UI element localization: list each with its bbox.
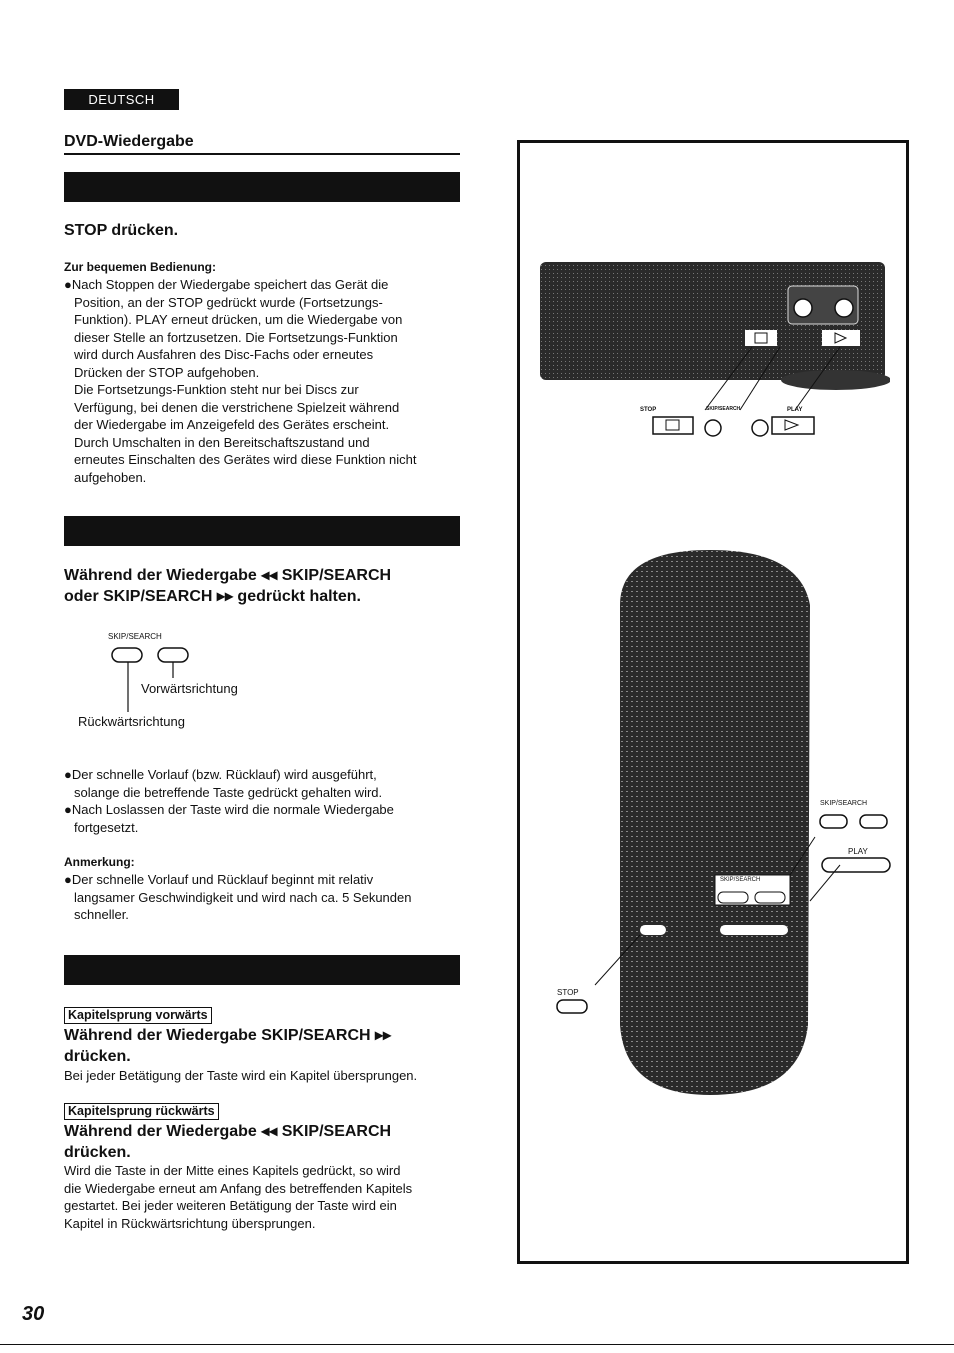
forward-box-label: Kapitelsprung vorwärts <box>64 1007 212 1024</box>
stop-line: Verfügung, bei denen die verstrichene Spielzeit während <box>74 399 400 415</box>
stop-line: Die Fortsetzungs-Funktion steht nur bei Discs zur <box>74 382 359 397</box>
forward-text: Bei jeder Betätigung der Taste wird ein Kapitel übersprungen. <box>64 1068 418 1083</box>
note-line: schneller. <box>74 907 129 922</box>
search-bullet-line: ●Nach Loslassen der Taste wird die normale Wiedergabe <box>64 802 394 817</box>
backward-heading <box>64 1121 391 1163</box>
language-tab: DEUTSCH <box>64 89 179 110</box>
skip-back-button-icon <box>112 648 142 662</box>
remote-body <box>620 550 810 1095</box>
bottom-rule <box>0 1344 954 1345</box>
note-text <box>64 871 464 924</box>
section-bar-skip <box>64 955 460 985</box>
title-divider <box>64 153 460 155</box>
remote-illustration <box>540 545 900 1105</box>
forward-label: Vorwärtsrichtung <box>141 681 238 696</box>
backward-heading-line: drücken. <box>64 1144 131 1161</box>
backward-line: Wird die Taste in der Mitte eines Kapitels gedrückt, so wird <box>64 1163 401 1178</box>
backward-box-wrap <box>64 1102 219 1120</box>
backward-heading-line: Während der Wiedergabe ◂◂ SKIP/SEARCH <box>64 1123 392 1140</box>
note-heading: Anmerkung: <box>64 855 135 869</box>
forward-heading-line: drücken. <box>64 1048 131 1065</box>
forward-heading <box>64 1025 391 1067</box>
stop-line: Position, an der STOP gedrückt wurde (Fortsetzungs- <box>74 294 383 310</box>
backward-label: Rückwärtsrichtung <box>78 714 185 729</box>
remote-play-label: PLAY <box>848 847 868 856</box>
unit-play-label: PLAY <box>787 407 803 413</box>
search-button-label: SKIP/SEARCH <box>108 632 162 641</box>
unit-play-icon <box>822 330 860 346</box>
remote-play-button-icon <box>720 925 788 935</box>
unit-stop-label: STOP <box>640 407 657 413</box>
forward-box-wrap <box>64 1006 212 1024</box>
forward-heading-line: Während der Wiedergabe SKIP/SEARCH ▸▸ <box>64 1027 392 1044</box>
page-number: 30 <box>22 1303 45 1325</box>
search-bullet-line: ●Der schnelle Vorlauf (bzw. Rücklauf) wird ausgeführt, <box>64 767 377 782</box>
search-heading-line: Während der Wiedergabe ◂◂ SKIP/SEARCH <box>64 567 392 584</box>
stop-line: Drücken der STOP aufgehoben. <box>74 364 260 380</box>
stop-line: erneutes Einschalten des Gerätes wird diese Funktion nicht <box>74 452 417 467</box>
remote-skip-inset-label: SKIP/SEARCH <box>720 877 761 883</box>
stop-subheading: Zur bequemen Bedienung: <box>64 260 217 274</box>
stop-heading: STOP drücken. <box>64 222 179 239</box>
stop-line: Funktion). PLAY erneut drücken, um die Wiedergabe von <box>74 312 403 327</box>
search-bullet-line: solange die betreffende Taste gedrückt gehalten wird. <box>74 784 383 800</box>
remote-stop-button-icon <box>640 925 666 935</box>
note-line: ●Der schnelle Vorlauf und Rücklauf beginnt mit relativ <box>64 872 374 887</box>
stop-line: wird durch Ausfahren des Disc-Fachs oder erneutes <box>74 347 374 362</box>
remote-stop-label: STOP <box>557 988 579 997</box>
remote-skip-label: SKIP/SEARCH <box>820 800 868 807</box>
backward-line: Kapitel in Rückwärtsrichtung übersprungen. <box>64 1215 316 1231</box>
stop-line: dieser Stelle an fortzusetzen. Die Fortsetzungs-Funktion <box>74 329 398 345</box>
search-heading-line: oder SKIP/SEARCH ▸▸ gedrückt halten. <box>64 588 361 605</box>
stop-line: der Wiedergabe im Anzeigefeld des Gerätes erscheint. <box>74 417 390 432</box>
search-bullets <box>64 766 464 836</box>
backward-line: gestartet. Bei jeder weiteren Betätigung der Taste wird ein <box>64 1198 397 1213</box>
unit-skip-label: SKIP/SEARCH <box>706 406 741 412</box>
backward-box-label: Kapitelsprung rückwärts <box>64 1103 219 1120</box>
unit-skip-forward-icon <box>835 299 853 317</box>
note-line: langsamer Geschwindigkeit und wird nach ca. 5 Sekunden <box>74 889 412 905</box>
unit-skip-back-icon <box>794 299 812 317</box>
stop-line: Durch Umschalten in den Bereitschaftszustand und <box>74 434 370 450</box>
skip-forward-button-icon <box>158 648 188 662</box>
stop-line: aufgehoben. <box>74 469 147 485</box>
section-bar-stop <box>64 172 460 202</box>
backward-line: die Wiedergabe erneut am Anfang des betreffenden Kapitels <box>64 1180 413 1196</box>
section-title: DVD-Wiedergabe <box>64 133 194 150</box>
stop-line: ●Nach Stoppen der Wiedergabe speichert das Gerät die <box>64 277 389 292</box>
player-illustration <box>540 260 890 440</box>
section-bar-search <box>64 516 460 546</box>
backward-text <box>64 1162 464 1232</box>
stop-text <box>64 276 464 486</box>
unit-stop-icon <box>745 330 777 346</box>
search-bullet-line: fortgesetzt. <box>74 819 139 835</box>
search-heading <box>64 565 391 607</box>
